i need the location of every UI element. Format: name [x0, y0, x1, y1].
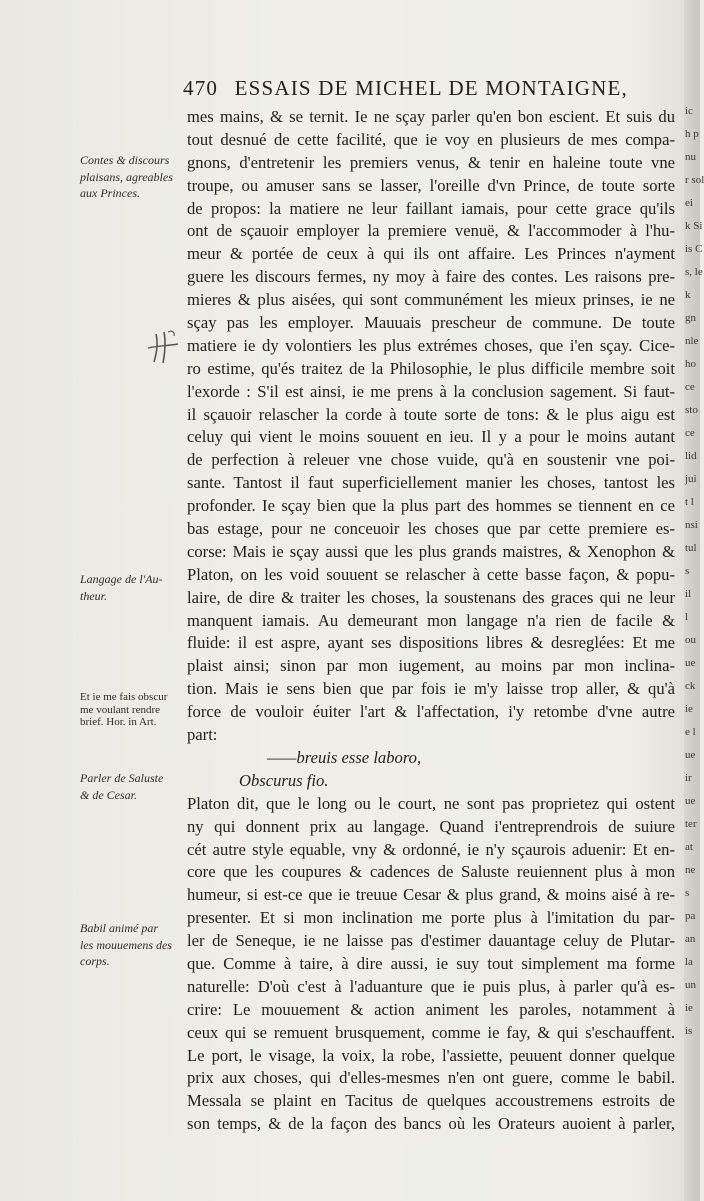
margin-note-langage: [80, 571, 184, 604]
text-line: ——breuis esse laboro,: [267, 747, 422, 767]
running-title: ESSAIS DE MICHEL DE MONTAIGNE,: [234, 76, 629, 100]
margin-note-line: Babil animé par: [80, 921, 158, 935]
edge-fragment: s: [685, 887, 690, 899]
edge-fragment: ter: [685, 818, 697, 830]
text-line: son temps, & de la façon des bancs où les Orateurs auoient à parler,: [187, 1114, 675, 1134]
text-line: Obscurus fio.: [239, 770, 329, 790]
edge-fragment: nsi: [685, 519, 698, 531]
text-line: mes mains, & se ternit. Ie ne sçay parler qu'en bon escient. Et suis du: [187, 107, 675, 126]
text-line: profonder. Ie sçay bien que la plus part des hommes se tiennent en ce: [187, 496, 675, 516]
edge-fragment: an: [685, 933, 696, 945]
edge-fragment: ce: [685, 381, 695, 393]
margin-note-line: me voulant rendre: [80, 703, 161, 716]
text-line: que. Comme à taire, à dire aussi, ie suy tout simplement ma forme: [187, 953, 675, 973]
text-line: ny qui donnent prix au langage. Quand i'entreprendrois de suiure: [187, 816, 675, 836]
text-line: naturelle: D'où c'est à l'aduanture que ie puis plus, à parler qu'à es-: [187, 976, 675, 996]
edge-fragment: ei: [685, 197, 693, 209]
text-line: fluide: il est aspre, ayant ses dispositions libres & desreglées: Et me: [187, 633, 675, 653]
edge-fragment: ic: [685, 105, 693, 117]
edge-fragment: ne: [685, 864, 696, 876]
edge-fragment: ho: [685, 358, 696, 370]
text-line: ont de sçauoir employer la premiere venuë, & l'accommoder à l'hu-: [187, 221, 675, 241]
page-number: 470: [183, 76, 219, 100]
edge-fragment: ir: [685, 772, 692, 784]
edge-fragment: ou: [685, 634, 696, 646]
edge-fragment: k: [685, 289, 691, 301]
edge-fragment: la: [685, 956, 693, 968]
text-line: Messala se plaint en Tacitus de quelques accoustremens estroits de: [187, 1091, 675, 1111]
text-line: meur & portée de ceux à qui ils ont affaire. Les Princes n'ayment: [187, 244, 675, 264]
edge-fragment: gn: [685, 312, 696, 324]
text-line: de propos: la matiere ne leur faillant iamais, pour cette grace qu'ils: [187, 198, 675, 218]
text-line: ceux qui se remuent brusquement, comme ie fay, & qui s'eschauffent.: [187, 1022, 675, 1042]
text-line: Le port, le visage, la voix, la robe, l'assiette, peuuent donner quelque: [187, 1045, 675, 1065]
margin-note-line: theur.: [80, 588, 107, 603]
edge-fragment: t l: [685, 496, 694, 508]
text-line: presenter. Et si mon inclination me porte plus à l'imitation du par-: [187, 908, 675, 928]
margin-note-line: aux Princes.: [80, 186, 140, 200]
text-line: mieres & plus aisées, qui sont communément les mieux prinses, ie ne: [187, 290, 675, 310]
text-line: matiere ie dy volontiers les plus extrémes choses, que i'en sçay. Cice-: [187, 335, 675, 355]
edge-fragment: e l: [685, 726, 696, 738]
edge-fragment: nle: [685, 335, 699, 347]
text-line: troupe, ou amuser sans se lasser, l'oreille d'vn Prince, de toute sorte: [187, 175, 675, 195]
text-line: humeur, si est-ce que ie treuue Cesar & plus grand, & moins aisé à re-: [187, 885, 675, 905]
running-header: [183, 76, 663, 101]
text-line: ro estime, qu'és traitez de la Philosophie, le plus difficile membre soit: [187, 358, 675, 378]
text-line: prix aux choses, qui d'elles-mesmes n'en ont guere, comme le babil.: [187, 1068, 675, 1088]
text-line: sante. Tantost il faut superficiellement manier les choses, tantost les: [187, 473, 675, 493]
margin-note-line: & de Cesar.: [80, 787, 137, 802]
text-line: ler de Seneque, ie ne laisse pas d'estimer dauantage celuy de Plutar-: [187, 931, 675, 951]
text-line: part:: [187, 725, 218, 745]
margin-note-contes: [80, 152, 184, 202]
edge-fragment: nu: [685, 151, 696, 163]
margin-note-saluste: [80, 770, 184, 803]
edge-fragment: ie: [685, 703, 693, 715]
adjacent-page-text: [685, 100, 704, 1043]
edge-fragment: s, le: [685, 266, 703, 278]
text-line: bas estage, pour ne conceuoir les choses que par cette premiere es-: [187, 519, 675, 539]
text-line: il sçauoir relascher la corde à toute sorte de tons: & le plus aigu est: [187, 404, 675, 424]
edge-fragment: s: [685, 565, 690, 577]
edge-fragment: h p: [685, 128, 699, 140]
text-line: Platon dit, que le long ou le court, ne sont pas proprietez qui ostent: [187, 793, 675, 813]
text-line: plaist ainsi; sinon par mon iugement, au moins par mon inclina-: [187, 656, 675, 676]
margin-note-line: Parler de Saluste: [80, 771, 164, 785]
edge-fragment: lid: [685, 450, 697, 462]
text-line: tout desnué de cette facilité, que ie voy en plusieurs de mes compa-: [187, 129, 675, 149]
edge-fragment: tul: [685, 542, 697, 554]
edge-fragment: ue: [685, 795, 696, 807]
text-line: crire: Le mouuement & action animent les paroles, notamment à: [187, 999, 675, 1019]
edge-fragment: is C: [685, 243, 703, 255]
margin-note-line: les mouuemens des: [80, 937, 172, 952]
margin-note-line: plaisans, agreables: [80, 169, 173, 184]
text-line: de perfection à releuer vne chose vuide, qu'à en soustenir vne poi-: [187, 450, 675, 470]
text-line: sçay pas les employer. Mauuais prescheur de commune. De toute: [187, 313, 675, 333]
edge-fragment: at: [685, 841, 693, 853]
text-line: force de vouloir éuiter l'art & l'affectation, i'y retombe d'vne autre: [187, 702, 675, 722]
margin-note-line: corps.: [80, 954, 110, 968]
edge-fragment: k Si: [685, 220, 703, 232]
edge-fragment: ue: [685, 749, 696, 761]
text-line: celuy qui vient le moins souuent en ieu. Il y a pour le moins autant: [187, 427, 675, 447]
edge-fragment: ck: [685, 680, 696, 692]
text-line: cét autre style equable, vny & ordonné, ie n'y sçaurois aduenir: Et en-: [187, 839, 675, 859]
margin-note-babil: [80, 920, 184, 970]
margin-note-line: Et ie me fais obscur: [80, 691, 168, 703]
edge-fragment: sto: [685, 404, 698, 416]
text-line: manquent iamais. Au demeurant mon langage n'a rien de facile &: [187, 610, 675, 630]
edge-fragment: is: [685, 1025, 693, 1037]
edge-fragment: ce: [685, 427, 695, 439]
edge-fragment: l: [685, 611, 689, 623]
text-line: guere les discours fermes, ny moy à faire des contes. Les raisons pre-: [187, 267, 675, 287]
edge-fragment: ue: [685, 657, 696, 669]
text-line: laire, de dire & traiter les choses, la soustenans des graces qui ne leur: [187, 587, 675, 607]
margin-note-line: brief. Hor. in Art.: [80, 716, 157, 728]
text-line: tion. Mais ie sens bien que par fois ie m'y laisse trop aller, & qu'à: [187, 679, 675, 699]
edge-fragment: il: [685, 588, 692, 600]
text-line: l'exorde : S'il est ainsi, ie me prens à la conclusion sagement. Si faut-: [187, 381, 675, 401]
margin-note-obscur: [80, 691, 184, 729]
main-text-block: [187, 106, 675, 1136]
edge-fragment: pa: [685, 910, 696, 922]
text-line: corse: Mais ie sçay aussi que les plus grands maistres, & Xenophon &: [187, 541, 675, 561]
manuscript-mark-icon: [146, 328, 180, 366]
edge-fragment: un: [685, 979, 696, 991]
text-line: gnons, d'entretenir les premiers venus, & tenir en haleine toute vne: [187, 152, 675, 172]
text-line: core que les coupures & cadences de Saluste reuiennent plus à mon: [187, 862, 675, 882]
edge-fragment: ie: [685, 1002, 693, 1014]
edge-fragment: jui: [685, 473, 697, 485]
margin-note-line: Contes & discours: [80, 153, 170, 167]
edge-fragment: r sol: [685, 174, 704, 186]
text-line: Platon, on les void souuent se relascher à cette basse façon, & popu-: [187, 564, 675, 584]
margin-note-line: Langage de l'Au-: [80, 572, 163, 586]
